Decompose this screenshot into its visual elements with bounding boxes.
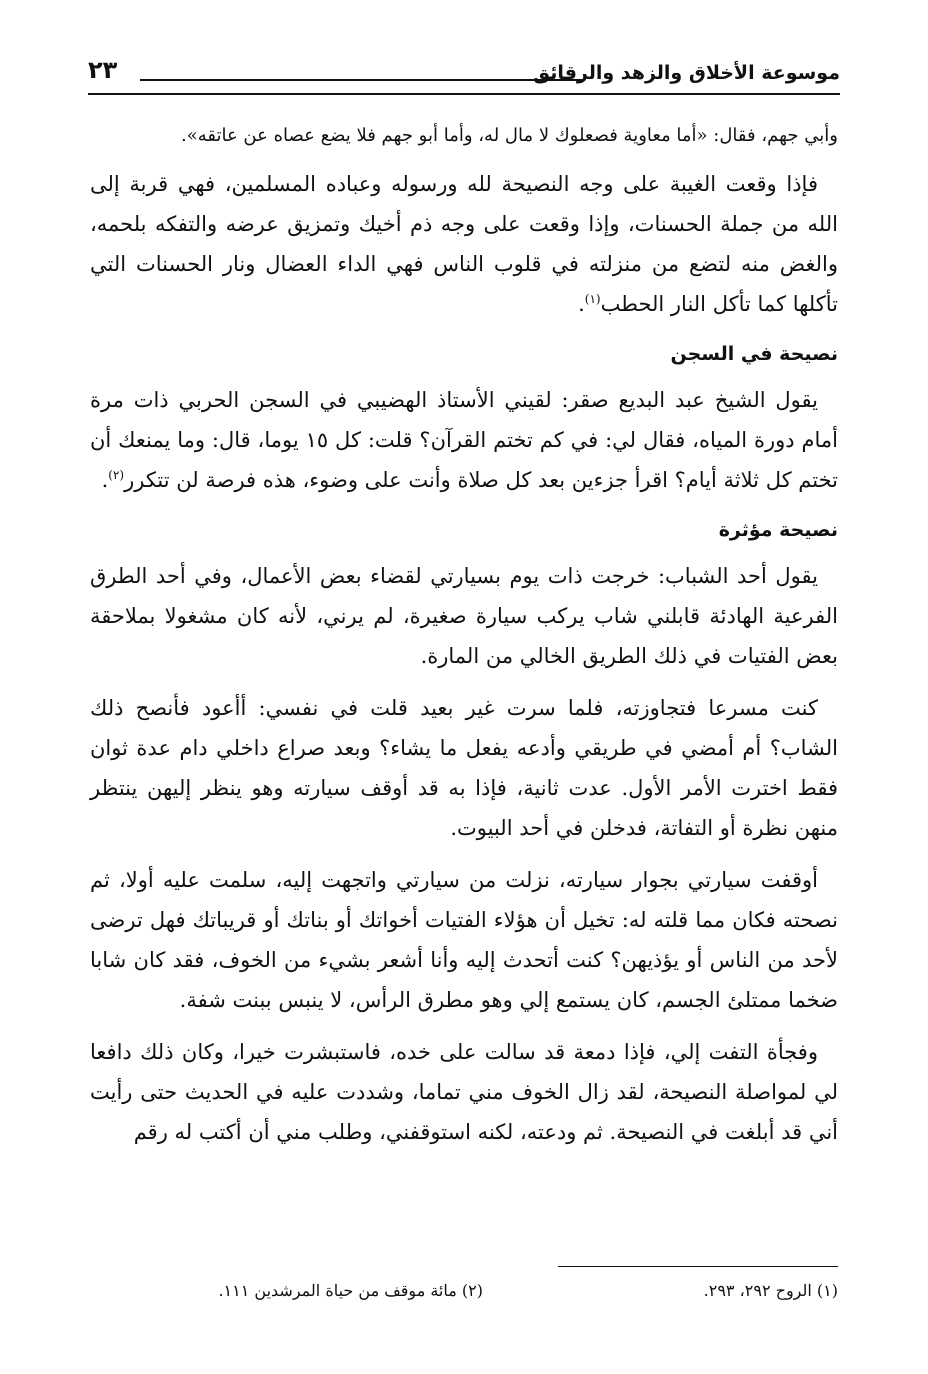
- paragraph-prison: [90, 380, 838, 500]
- paragraph-gheeba: [90, 164, 838, 324]
- paragraph-story-3: أوقفت سيارتي بجوار سيارته، نزلت من سيارتي واتجهت إليه، سلمت عليه أولا، ثم نصحته فكان مما قلته له: تخيل أن هؤلاء الفتيات أخواتك أو بناتك أو قريباتك فهل ترضى لأحد من الناس أو يؤذيهن؟ كنت أتحدث إليه وأنا أشعر بشيء من الخوف، فقد كان شابا ضخما ممتلئ الجسم، كان يستمع إلي وهو مطرق الرأس، لا ينبس ببنت شفة.: [90, 868, 838, 1012]
- page-body: [90, 118, 838, 1164]
- page-number: ٢٣: [88, 56, 118, 84]
- paragraph-gheeba-end: .: [578, 292, 585, 316]
- paragraph-story-4: وفجأة التفت إلي، فإذا دمعة قد سالت على خده، فاستبشرت خيرا، وكان ذلك دافعا لي لمواصلة النصيحة، لقد زال الخوف مني تماما، وشددت عليه في الحديث حتى رأيت أني قد أبلغت في النصيحة. ثم ودعته، لكنه استوقفني، وطلب مني أن أكتب له رقم: [90, 1040, 838, 1144]
- header-rule-short: [140, 79, 582, 81]
- footnote-ref-2: (٢): [108, 468, 125, 482]
- running-header: [88, 56, 840, 96]
- paragraph-story-1: يقول أحد الشباب: خرجت ذات يوم بسيارتي لقضاء بعض الأعمال، وفي أحد الطرق الفرعية الهادئة قابلني شاب يركب سيارة صغيرة، لم يرني، لأنه كان مشغولا بملاحقة بعض الفتيات في ذلك الطريق الخالي من المارة.: [90, 564, 838, 668]
- paragraph-story-2: كنت مسرعا فتجاوزته، فلما سرت غير بعيد قلت في نفسي: أأعود فأنصح ذلك الشاب؟ أم أمضي في طريقي وأدعه يفعل ما يشاء؟ وبعد صراع داخلي دام عدة ثوان فقط اخترت الأمر الأول. عدت ثانية، فإذا به قد أوقف سيارته وهو ينظر إليهن ينتظر منهن نظرة أو التفاتة، فدخلن في أحد البيوت.: [90, 696, 838, 840]
- footnote-2: (٢) مائة موقف من حياة المرشدين ١١١.: [218, 1281, 483, 1300]
- footnote-1: (١) الروح ٢٩٢، ٢٩٣.: [703, 1281, 838, 1300]
- header-rule: [88, 93, 840, 95]
- paragraph-prison-end: .: [101, 468, 109, 492]
- section-heading-prison: نصيحة في السجن: [670, 343, 838, 365]
- section-heading-touching-advice: نصيحة مؤثرة: [718, 519, 838, 541]
- running-title: موسوعة الأخلاق والزهد والرقائق: [533, 62, 840, 84]
- footnote-rule: [558, 1266, 838, 1267]
- footnote-ref-1: (١): [584, 292, 601, 306]
- paragraph-continued: وأبي جهم، فقال: «أما معاوية فصعلوك لا مال له، وأما أبو جهم فلا يضع عصاه عن عاتقه».: [180, 125, 838, 146]
- paragraph-gheeba-text: فإذا وقعت الغيبة على وجه النصيحة لله ورسوله وعباده المسلمين، فهي قربة إلى الله من جملة الحسنات، وإذا وقعت على وجه ذم أخيك وتمزيق عرضه والتفكه بلحمه، والغض منه لتضع من منزلته في قلوب الناس فهي الداء العضال ونار الحسنات التي تأكلها كما تأكل النار الحطب: [90, 172, 838, 316]
- paragraph-prison-text: يقول الشيخ عبد البديع صقر: لقيني الأستاذ الهضيبي في السجن الحربي ذات مرة أمام دورة المياه، فقال لي: في كم تختم القرآن؟ قلت: كل ١٥ يوما، قال: وما يمنعك أن تختم كل ثلاثة أيام؟ اقرأ جزءين بعد كل صلاة وأنت على وضوء، هذه فرصة لن تتكرر: [90, 388, 838, 492]
